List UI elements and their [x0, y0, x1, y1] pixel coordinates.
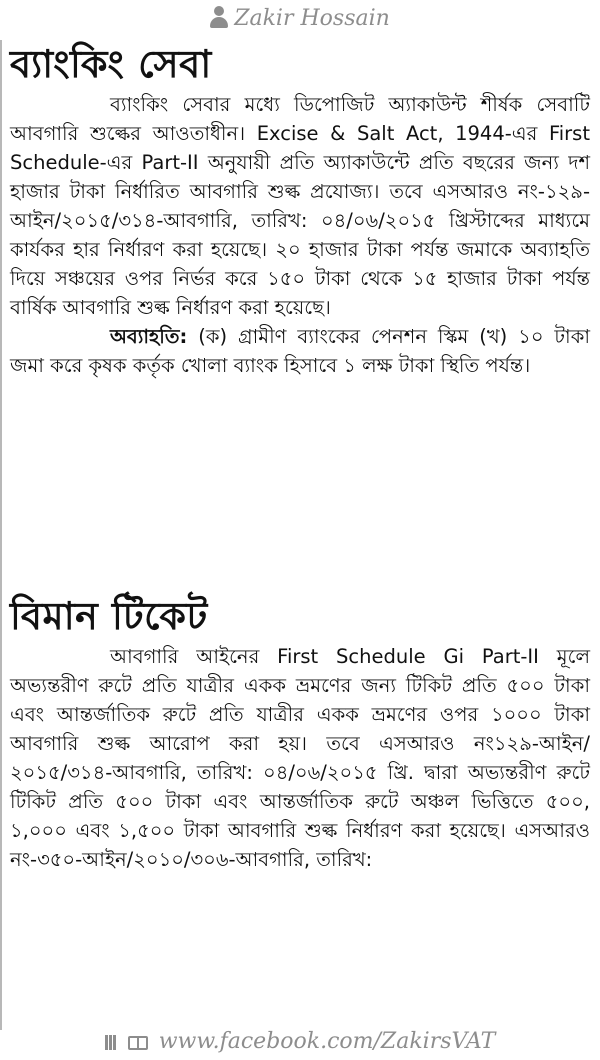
person-icon	[210, 6, 228, 28]
air-ticket-heading: বিমান টিকেট	[10, 594, 208, 638]
facebook-url: www.facebook.com/ZakirsVAT	[158, 1029, 496, 1054]
page-edge-line	[0, 40, 2, 1030]
exemption-label: অব্যাহতি:	[110, 325, 188, 348]
books-icon	[105, 1031, 117, 1056]
banking-paragraph: ব্যাংকিং সেবার মধ্যে ডিপোজিট অ্যাকাউন্ট শীর্ষক সেবাটি আবগারি শুল্কের আওতাধীন। Excise & Salt Act, 1944-এর First Schedule-এর Part-II অনুযায়ী প্রতি অ্যাকাউন্টে প্রতি বছরের জন্য দশ হাজার টাকা নির্ধারিত আবগারি শুল্ক প্রযোজ্য। তবে এসআরও নং-১২৯-আইন/২০১৫/৩১৪-আবগারি, তারিখ: ০৪/০৬/২০১৫ খ্রিস্টাব্দের মাধ্যমে কার্যকর হার নির্ধারণ করা হয়েছে। ২০ হাজার টাকা পর্যন্ত জমাকে অব্যাহতি দিয়ে সঞ্চয়ের ওপর নির্ভর করে ১৫০ টাকা থেকে ১৫ হাজার টাকা পর্যন্ত বার্ষিক আবগারি শুল্ক নির্ধারণ করা হয়েছে।	[10, 93, 590, 319]
exemption-text: (ক) গ্রামীণ ব্যাংকের পেনশন স্কিম (খ) ১০ টাকা জমা করে কৃষক কর্তৃক খোলা ব্যাংক হিসাবে ১ লক্ষ টাকা স্থিতি পর্যন্ত।	[10, 325, 590, 377]
air-ticket-paragraph: আবগারি আইনের First Schedule Gi Part-II মূলে অভ্যন্তরীণ রুটে প্রতি যাত্রীর একক ভ্রমণের জন্য টিকিট প্রতি ৫০০ টাকা এবং আন্তর্জাতিক রুটে প্রতি যাত্রীর একক ভ্রমণের ওপর ১০০০ টাকা আবগারি শুল্ক আরোপ করা হয়। তবে এসআরও নং১২৯-আইন/২০১৫/৩১৪-আবগারি, তারিখ: ০৪/০৬/২০১৫ খ্রি. দ্বারা অভ্যন্তরীণ রুটে টিকিট প্রতি ৫০০ টাকা এবং আন্তর্জাতিক রুটে অঞ্চল ভিত্তিতে ৫০০, ১,০০০ এবং ১,৫০০ টাকা আবগারি শুল্ক নির্ধারণ করা হয়েছে। এসআরও নং-৩৫০-আইন/২০১০/৩০৬-আবগারি, তারিখ:	[10, 645, 590, 871]
footer	[0, 1029, 600, 1056]
banking-section	[10, 40, 590, 380]
air-ticket-section	[10, 592, 590, 874]
exemption-paragraph	[10, 322, 590, 380]
banking-heading: ব্যাংকিং সেবা	[10, 42, 212, 86]
author-name: Zakir Hossain	[234, 6, 390, 31]
book-open-icon	[128, 1036, 148, 1050]
author-header	[0, 6, 600, 31]
